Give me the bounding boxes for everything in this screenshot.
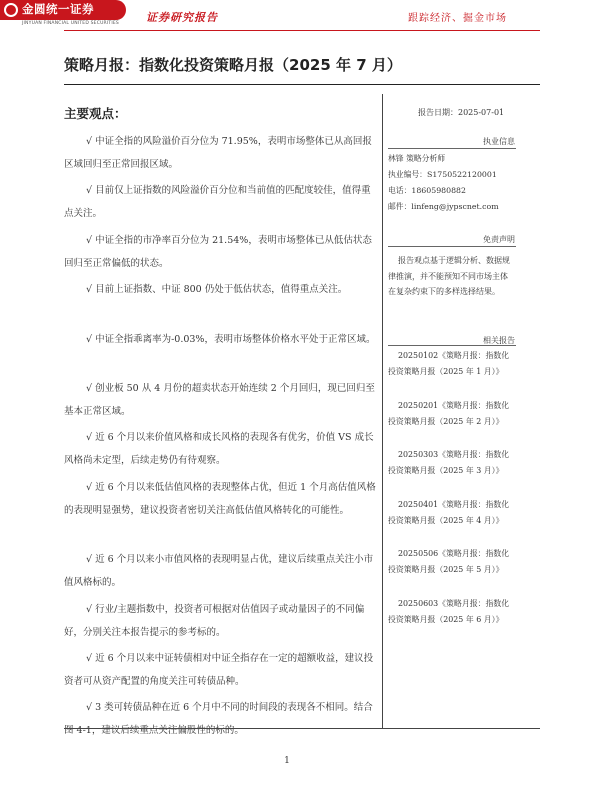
logo-text: 金圆统一证券 [22, 2, 94, 16]
related-report-text[interactable]: 20250102《策略月报：指数化投资策略月报（2025 年 1 月）》 [388, 351, 510, 376]
page-number: 1 [284, 756, 290, 766]
analyst-email[interactable]: 邮件：linfeng@jypscnet.com [388, 202, 499, 211]
main-point: √ 中证全指乖离率为-0.03%，表明市场整体价格水平处于正常区域。 [86, 333, 376, 345]
company-logo [0, 0, 126, 20]
title-divider [64, 84, 540, 85]
related-report-text[interactable]: 20250401《策略月报：指数化投资策略月报（2025 年 4 月）》 [388, 499, 510, 525]
related-report-text[interactable]: 20250201《策略月报：指数化投资策略月报（2025 年 2 月）》 [388, 400, 510, 426]
analyst-name: 林锋 策略分析师 [388, 154, 446, 163]
main-point: √ 3 类可转债品种在近 6 个月中不同的时间段的表现各不相同。结合图 4-1，建议后续重点关注偏股性的标的。 [64, 702, 373, 737]
related-report-item[interactable] [388, 546, 516, 594]
document-type: 证券研究报告 [146, 11, 218, 24]
main-point: √ 行业/主题指数中，投资者可根据对估值因子或动量因子的不同偏好，分别关注本报告提示的参考标的。 [64, 603, 365, 638]
analyst-license: 执业编号：S1750522120001 [388, 170, 497, 179]
related-report-item[interactable] [388, 596, 516, 644]
related-report-text[interactable]: 20250506《策略月报：指数化投资策略月报（2025 年 5 月）》 [388, 549, 510, 574]
header-slogan: 跟踪经济、掘金市场 [408, 13, 507, 24]
footer-divider [64, 728, 540, 729]
main-point: √ 近 6 个月以来小市值风格的表现明显占优，建议后续重点关注小市值风格标的。 [64, 554, 374, 589]
logo-subtext: JINYUAN FINANCIAL UNITED SECURITIES [22, 21, 119, 26]
main-point: √ 目前上证指数、中证 800 仍处于低估状态，值得重点关注。 [86, 284, 348, 296]
main-points-heading: 主要观点： [64, 106, 127, 121]
main-points-list [64, 130, 378, 746]
main-point: √ 近 6 个月以来低估值风格的表现整体占优，但近 1 个月高估值风格的表现明显强势，建议投资者密切关注高低估值风格转化的可能性。 [64, 481, 376, 516]
analyst-section-title: 执业信息 [483, 137, 515, 146]
main-point: √ 目前仅上证指数的风险溢价百分位和当前值的匹配度较佳，值得重点关注。 [64, 185, 371, 220]
logo-mark-icon [4, 3, 18, 17]
related-report-item[interactable] [388, 497, 516, 545]
main-point: √ 创业板 50 从 4 月份的超卖状态开始连续 2 个月回归，现已回归至基本正常区域。 [64, 382, 375, 417]
header-divider [64, 30, 540, 31]
analyst-section-divider [388, 148, 516, 149]
related-section-title: 相关报告 [483, 336, 515, 345]
related-section-divider [388, 345, 516, 346]
related-report-text[interactable]: 20250303《策略月报：指数化投资策略月报（2025 年 3 月）》 [388, 450, 510, 475]
disclaimer-section-title: 免责声明 [483, 235, 515, 244]
analyst-phone: 电话：18605980882 [388, 186, 466, 195]
main-point: √ 中证全指的市净率百分位为 21.54%，表明市场整体已从低估状态回归至正常偏低的状态。 [64, 234, 372, 269]
page-header [0, 0, 600, 40]
disclaimer-section-divider [388, 246, 516, 247]
related-reports-list [388, 348, 516, 645]
main-point: √ 近 6 个月以来中证转债相对中证全指存在一定的超额收益，建议投资者可从资产配置的角度关注可转债品种。 [64, 652, 374, 687]
main-point: √ 中证全指的风险溢价百分位为 71.95%，表明市场整体已从高回报区域回归至正常回报区域。 [64, 136, 372, 170]
related-report-item[interactable] [388, 398, 516, 446]
main-point: √ 近 6 个月以来价值风格和成长风格的表现各有优劣，价值 VS 成长风格尚未定型，后续走势仍有待观察。 [64, 432, 374, 467]
related-report-item[interactable] [388, 348, 516, 396]
related-report-item[interactable] [388, 447, 516, 495]
report-date: 报告日期：2025-07-01 [418, 108, 505, 117]
disclaimer-text: 报告观点基于逻辑分析、数据规律推演，并不能预知不同市场主体在复杂约束下的多样选择结果。 [388, 256, 510, 296]
report-title: 策略月报：指数化投资策略月报（2025 年 7 月） [64, 56, 402, 74]
column-divider [382, 94, 383, 728]
related-report-text[interactable]: 20250603《策略月报：指数化投资策略月报（2025 年 6 月）》 [388, 598, 510, 624]
